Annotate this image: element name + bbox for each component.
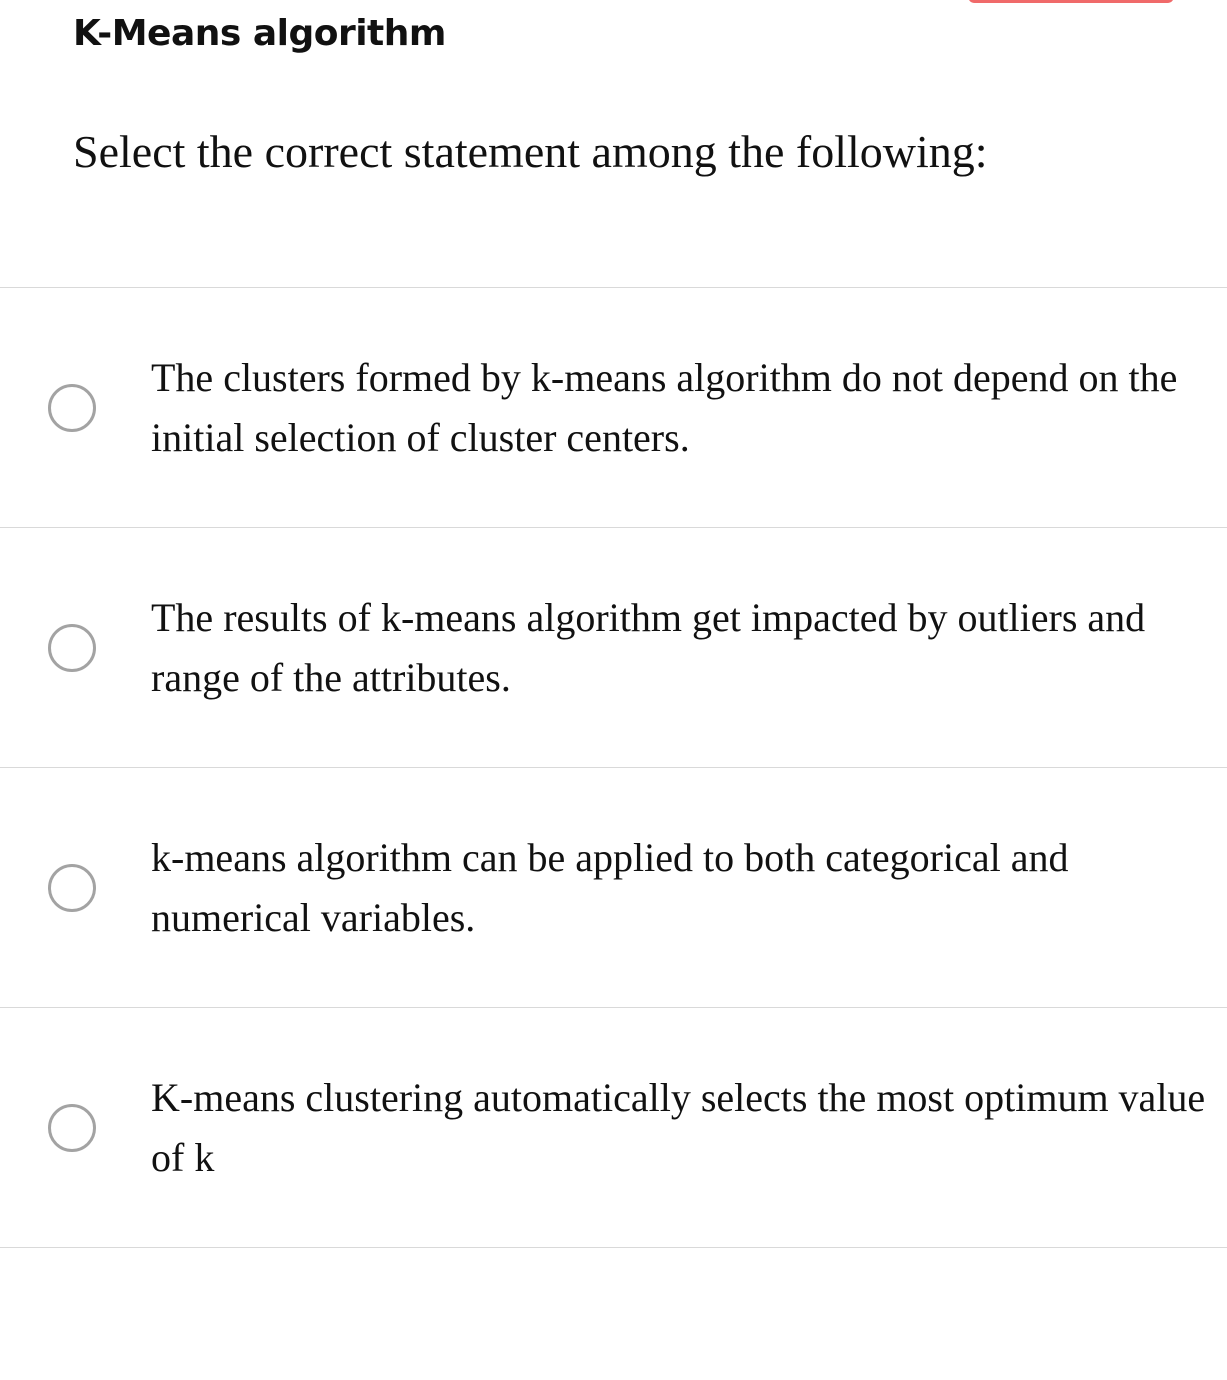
answer-option-1[interactable] [0,288,1227,528]
answer-option-4[interactable] [0,1008,1227,1248]
top-accent-bar [968,0,1174,3]
answer-option-label: The clusters formed by k-means algorithm do not depend on the initial selection of cluster centers. [151,355,1178,460]
answer-option-label: The results of k-means algorithm get impacted by outliers and range of the attributes. [151,595,1146,700]
answer-option-label: k-means algorithm can be applied to both categorical and numerical variables. [151,835,1069,940]
answer-option-label: K-means clustering automatically selects the most optimum value of k [151,1075,1206,1180]
radio-button-4[interactable] [48,1104,96,1152]
radio-button-2[interactable] [48,624,96,672]
radio-button-3[interactable] [48,864,96,912]
quiz-title: K-Means algorithm [73,13,446,54]
answer-option-3[interactable] [0,768,1227,1008]
answer-option-2[interactable] [0,528,1227,768]
radio-button-1[interactable] [48,384,96,432]
question-prompt: Select the correct statement among the following: [73,126,988,177]
answer-options [0,287,1227,1248]
